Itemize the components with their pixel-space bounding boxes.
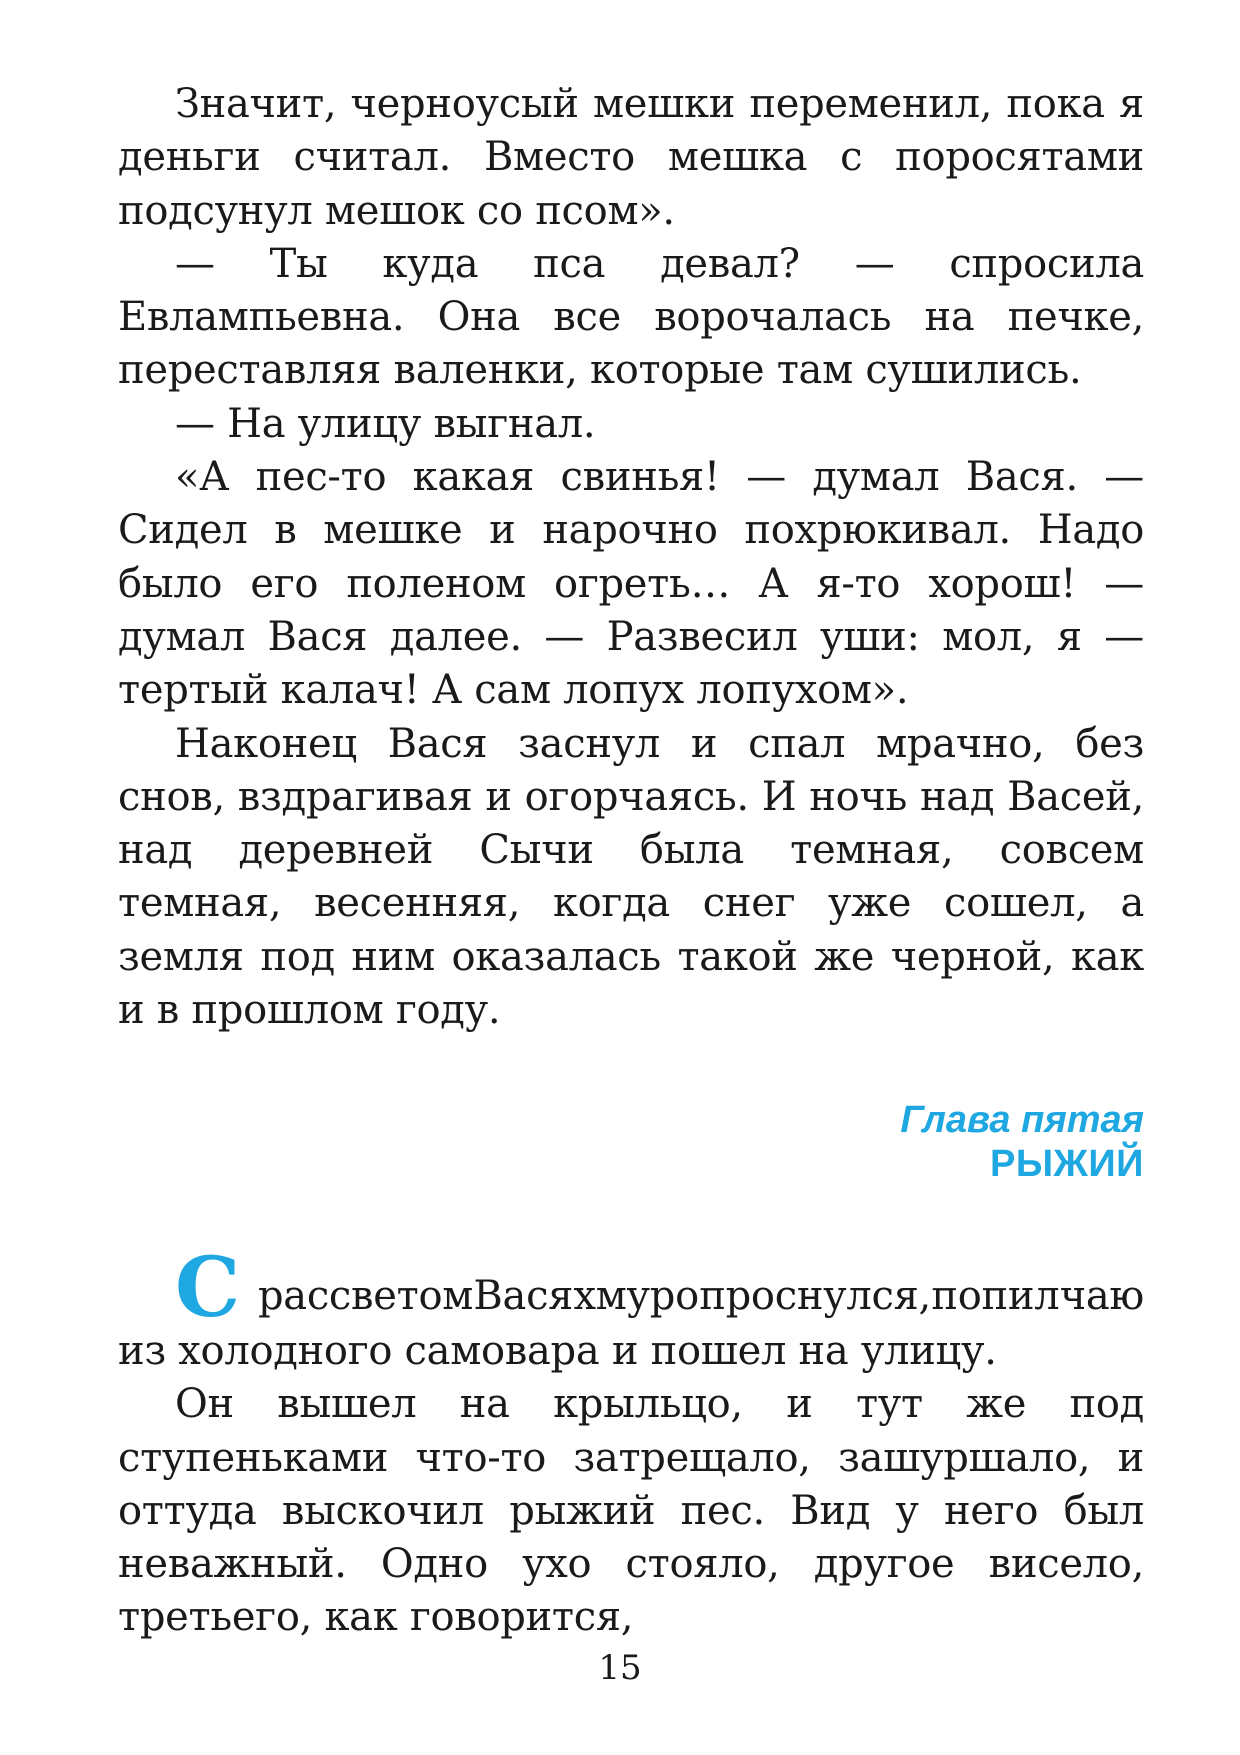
paragraph: Значит, черноусый мешки переменил, пока я деньги считал. Вместо мешка с поросятами подсунул мешок со псом». [118, 81, 1144, 234]
chapter-first-paragraph [118, 1240, 1144, 1378]
page-number: 15 [598, 1648, 642, 1688]
word: хмуро [573, 1272, 699, 1319]
paragraph: Наконец Вася заснул и спал мрачно, без снов, вздрагивая и огорчаясь. И ночь над Васей, над деревней Сычи была темная, совсем темная, весенняя, когда снег уже сошел, а земля под ним оказалась такой же черной, как и в прошлом году. [118, 720, 1144, 1034]
first-line-text [258, 1270, 1144, 1323]
text-column [118, 78, 1144, 1037]
chapter-heading [118, 1098, 1144, 1186]
chapter-label: Глава пятая [900, 1099, 1144, 1141]
first-paragraph-continuation: из холодного самовара и пошел на улицу. [118, 1328, 997, 1374]
dropcap-letter: С [175, 1240, 240, 1336]
chapter-body [118, 1240, 1144, 1645]
paragraph: — Ты куда пса девал? — спросила Евлампьевна. Она все ворочалась на печке, переставляя валенки, которые там сушились. [118, 240, 1144, 394]
word: проснулся, [699, 1272, 931, 1319]
paragraph: «А пес-то какая свинья! — думал Вася. — Сидел в мешке и нарочно похрюкивал. Надо было его поленом огреть… А я-то хорош! — думал Вася далее. — Развесил уши: мол, я — тертый калач! А сам лопух лопухом». [118, 454, 1144, 714]
word: чаю [1059, 1272, 1144, 1319]
dropcap-line [118, 1240, 1144, 1336]
word: Вася [473, 1272, 574, 1319]
paragraph: Он вышел на крыльцо, и тут же под ступеньками что-то затрещало, зашуршало, и оттуда выскочил рыжий пес. Вид у него был неважный. Одно ухо стояло, другое висело, третьего, как говорится, [118, 1381, 1144, 1641]
chapter-title: РЫЖИЙ [989, 1143, 1144, 1185]
word: попил [931, 1272, 1060, 1319]
paragraph: — На улицу выгнал. [175, 400, 596, 447]
word: рассветом [257, 1272, 474, 1319]
